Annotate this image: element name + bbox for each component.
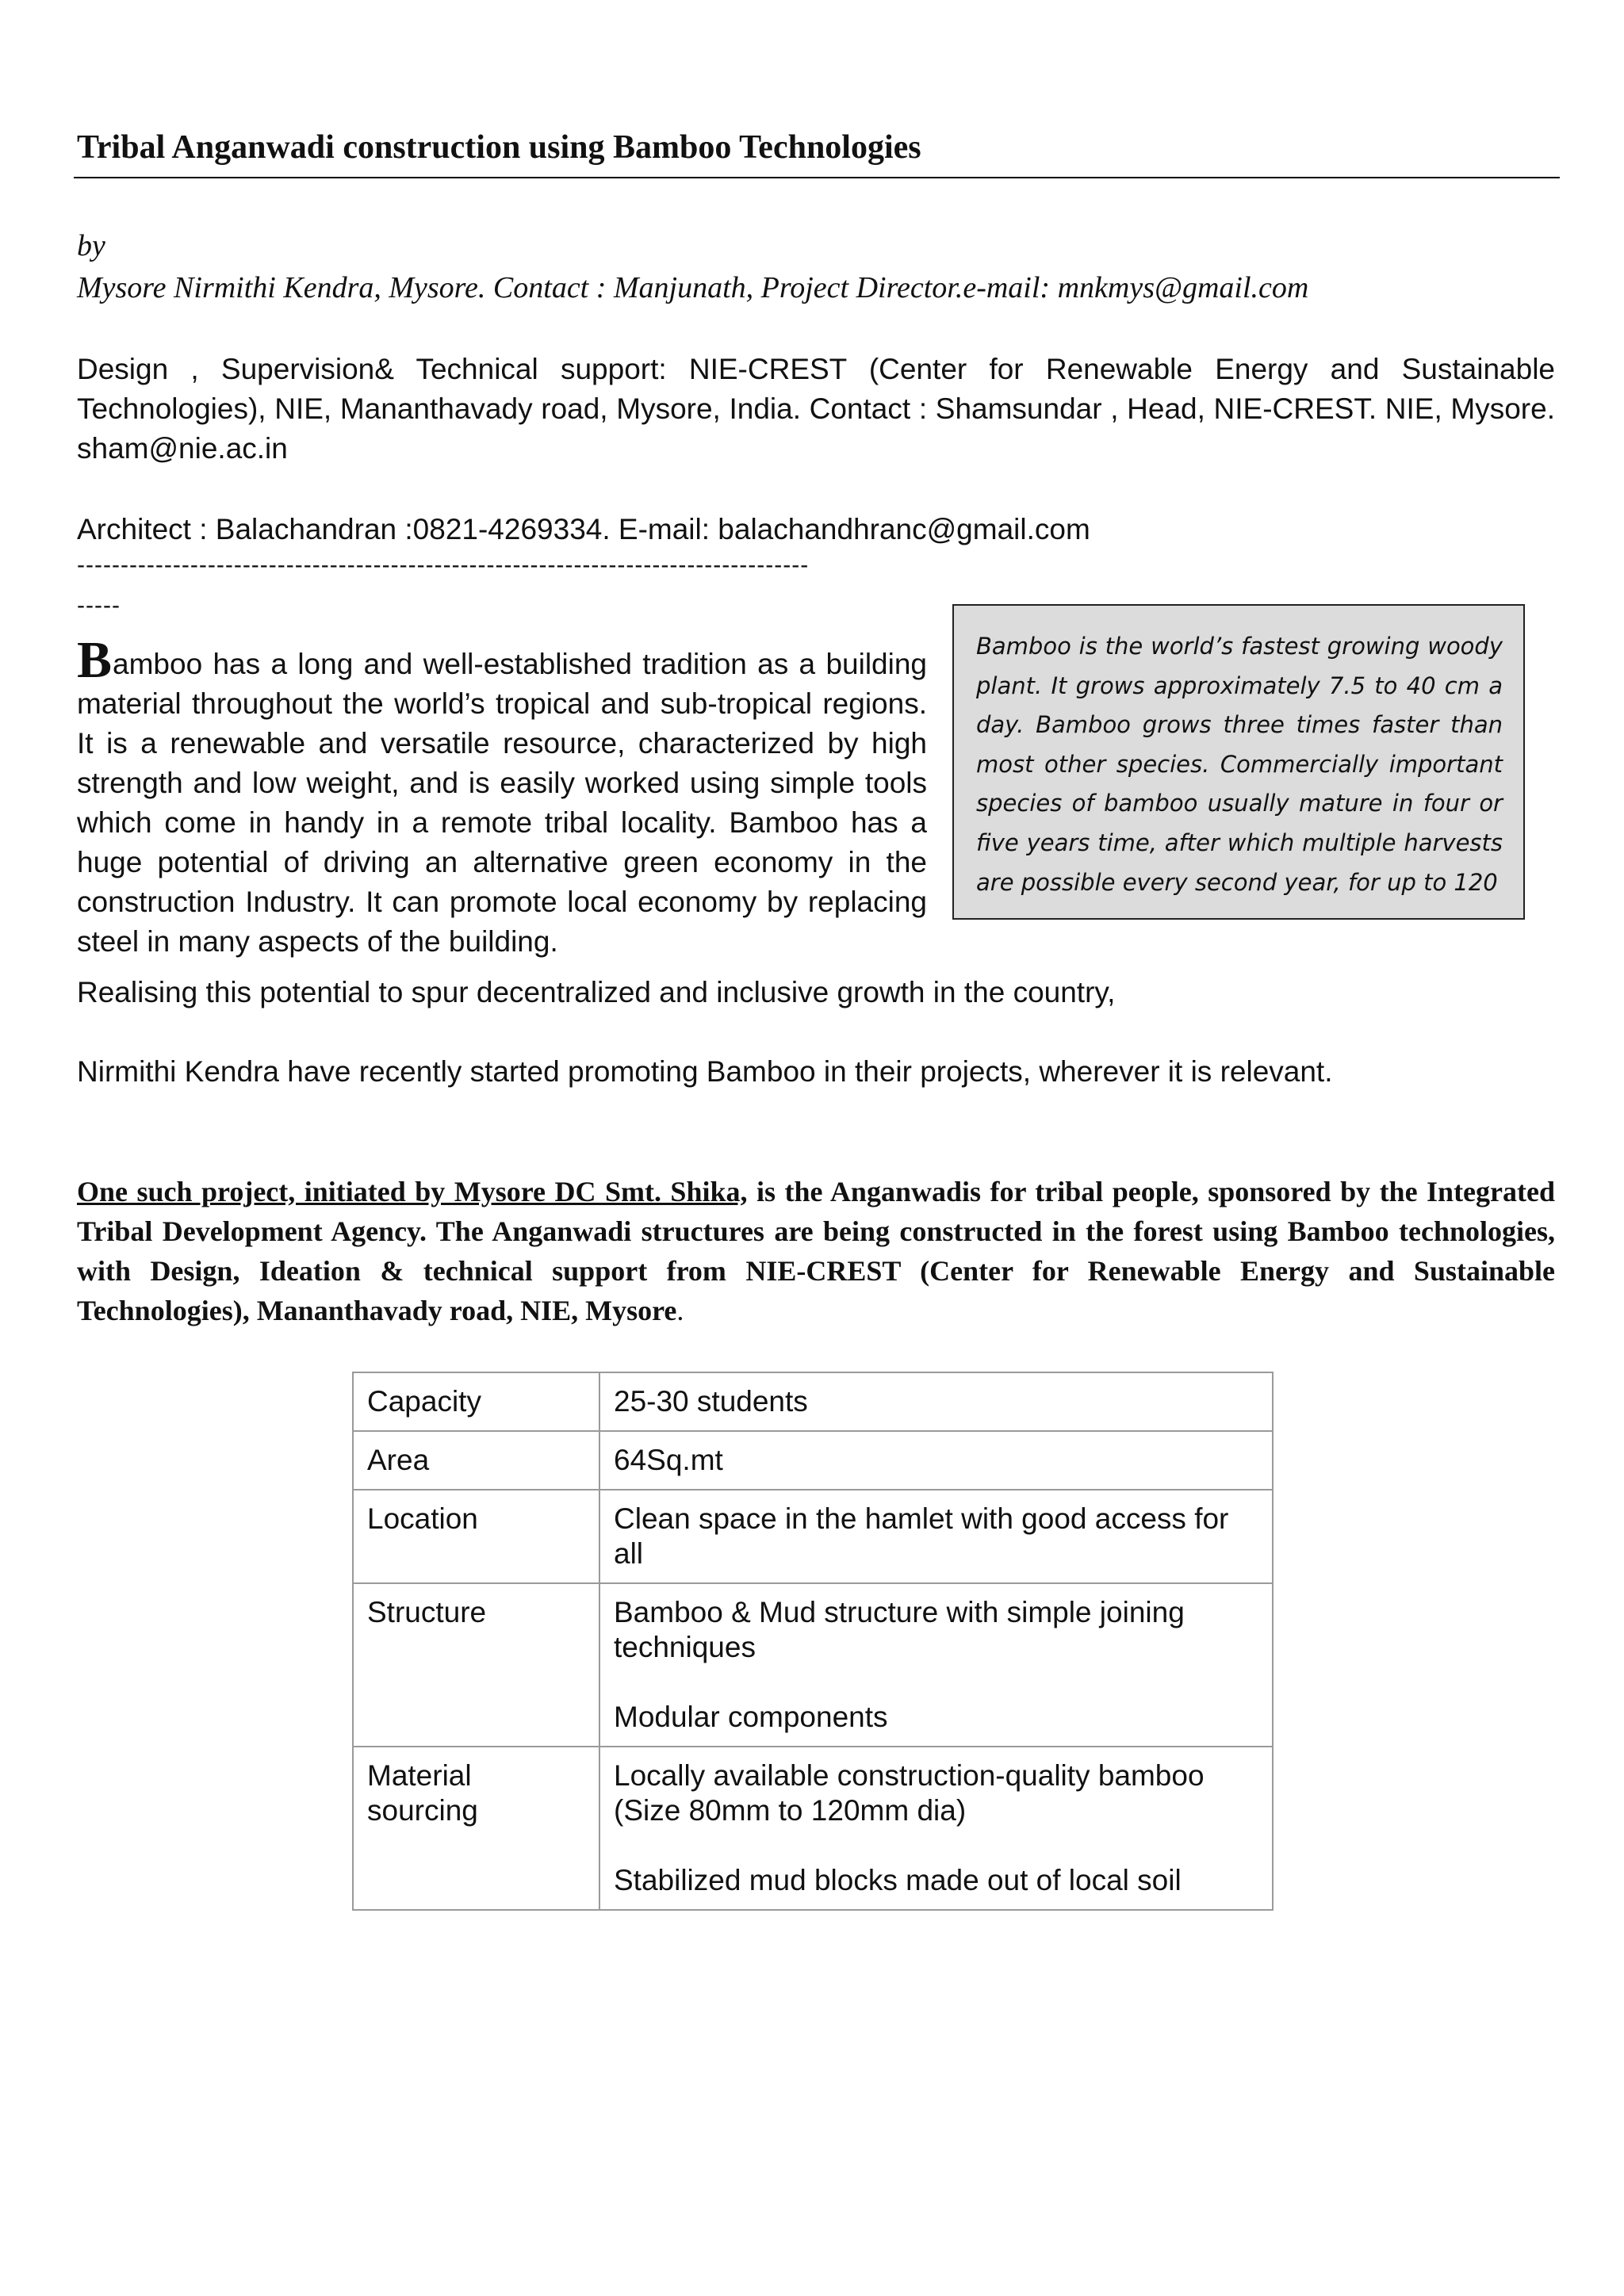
spec-value: 25-30 students bbox=[599, 1372, 1273, 1431]
spec-value: Bamboo & Mud structure with simple joining techniques Modular components bbox=[599, 1583, 1273, 1747]
spec-label: Location bbox=[353, 1490, 599, 1583]
table-row bbox=[353, 1372, 1273, 1431]
separator-line: ------------------------------------------------------------------------------------ bbox=[77, 552, 810, 578]
spec-value: 64Sq.mt bbox=[599, 1431, 1273, 1490]
table-row bbox=[353, 1431, 1273, 1490]
bamboo-fact-box bbox=[952, 604, 1525, 920]
table-row bbox=[353, 1747, 1273, 1910]
followup-paragraph: Nirmithi Kendra have recently started promoting Bamboo in their projects, wherever it is relevant. bbox=[77, 1055, 1333, 1088]
intro-paragraph-tail: Realising this potential to spur decentralized and inclusive growth in the country, bbox=[77, 976, 1116, 1008]
table-row bbox=[353, 1490, 1273, 1583]
bamboo-fact-text: Bamboo is the world’s fastest growing woody plant. It grows approximately 7.5 to 40 cm a day. Bamboo grows three times faster than most other species. Commercially important species of bamboo usually mature in four or five years time, after which multiple harvests are possible every second year, for up to 120 bbox=[976, 633, 1503, 896]
page-title: Tribal Anganwadi construction using Bamboo Technologies bbox=[77, 129, 921, 166]
table-row bbox=[353, 1583, 1273, 1747]
separator-line-end: ----- bbox=[77, 592, 121, 618]
spec-value: Locally available construction-quality bamboo (Size 80mm to 120mm dia) Stabilized mud blocks made out of local soil bbox=[599, 1747, 1273, 1910]
intro-paragraph bbox=[77, 631, 927, 962]
specification-table bbox=[352, 1372, 1274, 1911]
design-support-paragraph: Design , Supervision& Technical support: NIE-CREST (Center for Renewable Energy and Sustainable Technologies), NIE, Mananthavady road, Mysore, India. Contact : Shamsundar , Head, NIE-CREST. NIE, Mysore. sham@nie.ac.in bbox=[77, 353, 1555, 465]
spec-label: Structure bbox=[353, 1583, 599, 1747]
intro-body: amboo has a long and well-established tradition as a building material throughout the world’s tropical and sub-tropical regions. It is a renewable and versatile resource, characterized by high strength and low weight, and is easily worked using simple tools which come in handy in a remote tribal locality. Bamboo has a huge potential of driving an alternative green economy in the construction Industry. It can promote local economy by replacing steel in many aspects of the building. bbox=[77, 648, 927, 958]
spec-label: Capacity bbox=[353, 1372, 599, 1431]
spec-value: Clean space in the hamlet with good access for all bbox=[599, 1490, 1273, 1583]
title-underline bbox=[74, 177, 1560, 178]
project-paragraph bbox=[77, 1172, 1555, 1330]
project-lead: One such project, initiated by Mysore DC Smt. Shika, bbox=[77, 1176, 748, 1207]
drop-cap: B bbox=[77, 631, 113, 689]
architect-contact: Architect : Balachandran :0821-4269334. E-mail: balachandhranc@gmail.com bbox=[77, 513, 1090, 545]
spec-label: Material sourcing bbox=[353, 1747, 599, 1910]
byline-organization: Mysore Nirmithi Kendra, Mysore. Contact : Manjunath, Project Director.e-mail: mnkmys@gmail.com bbox=[77, 271, 1309, 304]
spec-label: Area bbox=[353, 1431, 599, 1490]
project-body: is the Anganwadis for tribal people, sponsored by the Integrated Tribal Development Agency. The Anganwadi structures are being constructed in the forest using Bamboo technologies, with Design, Ideation & technical support from NIE-CREST (Center for Renewable Energy and Sustainable Technologies), Mananthavady road, NIE, Mysore bbox=[77, 1176, 1556, 1326]
byline-by: by bbox=[77, 229, 105, 262]
project-end: . bbox=[676, 1295, 684, 1326]
